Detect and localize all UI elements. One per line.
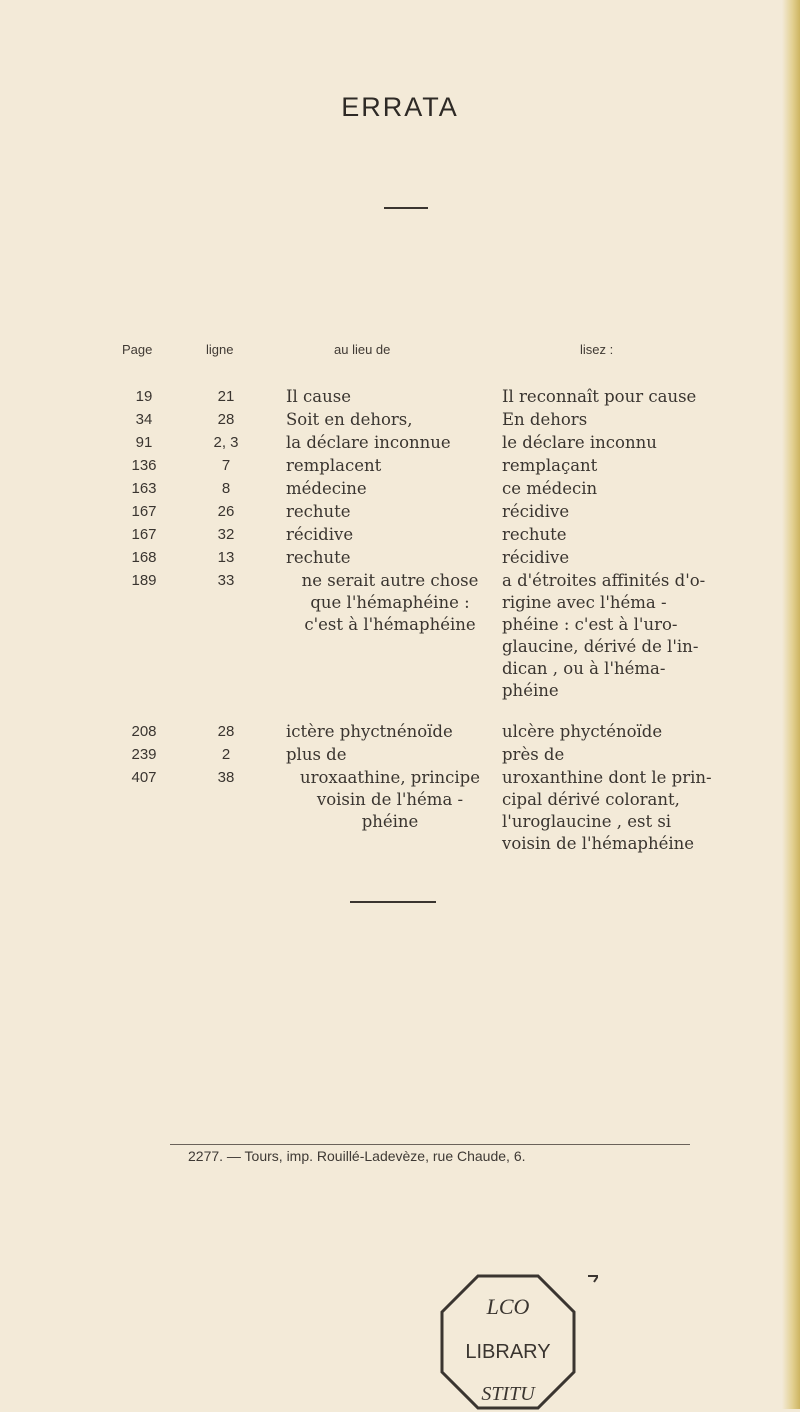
lisez-line: remplaçant bbox=[502, 456, 598, 475]
lisez-line: cipal dérivé colorant, bbox=[502, 790, 680, 809]
row-lisez bbox=[502, 455, 738, 477]
row-au-lieu-de bbox=[286, 767, 494, 833]
header-page: Page bbox=[122, 342, 153, 357]
row-page-number: 163 bbox=[131, 480, 157, 497]
row-page-number: 34 bbox=[135, 411, 153, 428]
row-page-number: 168 bbox=[131, 549, 157, 566]
lisez-line: En dehors bbox=[502, 410, 588, 429]
row-au-lieu-de bbox=[286, 744, 494, 766]
lisez-line: dican , ou à l'héma- bbox=[502, 659, 666, 678]
lisez-line: Il reconnaît pour cause bbox=[502, 387, 697, 406]
lisez-line: phéine : c'est à l'uro- bbox=[502, 615, 678, 634]
footer-rule bbox=[170, 1144, 690, 1145]
row-au-lieu-de bbox=[286, 432, 494, 454]
row-lisez bbox=[502, 501, 738, 523]
bottom-rule bbox=[350, 901, 436, 903]
row-line-number: 26 bbox=[217, 503, 235, 520]
lisez-line: ce médecin bbox=[502, 479, 598, 498]
row-line-number: 7 bbox=[221, 457, 231, 474]
lisez-line: rigine avec l'héma - bbox=[502, 593, 667, 612]
row-lisez bbox=[502, 386, 738, 408]
row-line-number: 38 bbox=[217, 769, 235, 786]
row-page-number: 407 bbox=[131, 769, 157, 786]
lisez-line: récidive bbox=[502, 502, 570, 521]
row-line-number: 2 bbox=[221, 746, 231, 763]
lisez-line: voisin de l'hémaphéine bbox=[502, 834, 695, 853]
au-lieu-de-line: phéine bbox=[361, 812, 419, 831]
row-au-lieu-de bbox=[286, 721, 494, 743]
row-line-number: 8 bbox=[221, 480, 231, 497]
row-lisez bbox=[502, 432, 738, 454]
lisez-line: a d'étroites affinités d'o- bbox=[502, 571, 706, 590]
au-lieu-de-line: Soit en dehors, bbox=[286, 410, 413, 429]
header-ligne: ligne bbox=[206, 342, 234, 357]
row-page-number: 136 bbox=[131, 457, 157, 474]
row-au-lieu-de bbox=[286, 570, 494, 636]
row-au-lieu-de bbox=[286, 547, 494, 569]
row-page-number: 91 bbox=[135, 434, 153, 451]
row-lisez bbox=[502, 524, 738, 546]
lisez-line: uroxanthine dont le prin- bbox=[502, 768, 712, 787]
row-line-number: 13 bbox=[217, 549, 235, 566]
au-lieu-de-line: Il cause bbox=[286, 387, 351, 406]
au-lieu-de-line: ictère phyctnénoïde bbox=[286, 722, 453, 741]
lisez-line: ulcère phycténoïde bbox=[502, 722, 663, 741]
row-page-number: 208 bbox=[131, 723, 157, 740]
top-rule bbox=[384, 207, 428, 209]
row-page-number: 167 bbox=[131, 503, 157, 520]
row-au-lieu-de bbox=[286, 501, 494, 523]
header-lisez: lisez : bbox=[580, 342, 614, 357]
au-lieu-de-line: la déclare inconnue bbox=[286, 433, 451, 452]
au-lieu-de-line: remplacent bbox=[286, 456, 382, 475]
au-lieu-de-line: récidive bbox=[286, 525, 354, 544]
row-line-number: 28 bbox=[217, 723, 235, 740]
row-lisez bbox=[502, 767, 738, 855]
au-lieu-de-line: rechute bbox=[286, 548, 351, 567]
row-lisez bbox=[502, 547, 738, 569]
printer-imprint: 2277. — Tours, imp. Rouillé-Ladevèze, rue Chaude, 6. bbox=[188, 1148, 526, 1164]
au-lieu-de-line: que l'hémaphéine : bbox=[310, 593, 470, 612]
au-lieu-de-line: voisin de l'héma - bbox=[316, 790, 464, 809]
row-au-lieu-de bbox=[286, 455, 494, 477]
row-line-number: 32 bbox=[217, 526, 235, 543]
lisez-line: rechute bbox=[502, 525, 567, 544]
lisez-line: le déclare inconnu bbox=[502, 433, 657, 452]
row-lisez bbox=[502, 744, 738, 766]
row-lisez bbox=[502, 721, 738, 743]
row-page-number: 19 bbox=[135, 388, 153, 405]
au-lieu-de-line: plus de bbox=[286, 745, 347, 764]
stamp-top-text: LCO bbox=[486, 1294, 530, 1319]
lisez-line: près de bbox=[502, 745, 565, 764]
lisez-line: récidive bbox=[502, 548, 570, 567]
row-au-lieu-de bbox=[286, 386, 494, 408]
au-lieu-de-line: médecine bbox=[286, 479, 367, 498]
lisez-line: l'uroglaucine , est si bbox=[502, 812, 672, 831]
row-page-number: 239 bbox=[131, 746, 157, 763]
header-au-lieu-de: au lieu de bbox=[334, 342, 391, 357]
lisez-line: glaucine, dérivé de l'in- bbox=[502, 637, 699, 656]
row-page-number: 189 bbox=[131, 572, 157, 589]
library-stamp bbox=[412, 1272, 598, 1412]
row-line-number: 2, 3 bbox=[213, 434, 239, 451]
row-page-number: 167 bbox=[131, 526, 157, 543]
row-lisez bbox=[502, 478, 738, 500]
stamp-middle-text: LIBRARY bbox=[465, 1341, 551, 1363]
row-lisez bbox=[502, 570, 738, 702]
row-lisez bbox=[502, 409, 738, 431]
row-au-lieu-de bbox=[286, 524, 494, 546]
au-lieu-de-line: ne serait autre chose bbox=[301, 571, 479, 590]
row-au-lieu-de bbox=[286, 409, 494, 431]
row-au-lieu-de bbox=[286, 478, 494, 500]
au-lieu-de-line: uroxaathine, principe bbox=[299, 768, 481, 787]
au-lieu-de-line: c'est à l'hémaphéine bbox=[304, 615, 476, 634]
lisez-line: phéine bbox=[502, 681, 559, 700]
row-line-number: 33 bbox=[217, 572, 235, 589]
row-line-number: 28 bbox=[217, 411, 235, 428]
au-lieu-de-line: rechute bbox=[286, 502, 351, 521]
page-title: ERRATA bbox=[341, 92, 459, 122]
stamp-bottom-text: STITU bbox=[481, 1383, 535, 1405]
row-line-number: 21 bbox=[217, 388, 235, 405]
paper-edge bbox=[782, 0, 800, 1409]
